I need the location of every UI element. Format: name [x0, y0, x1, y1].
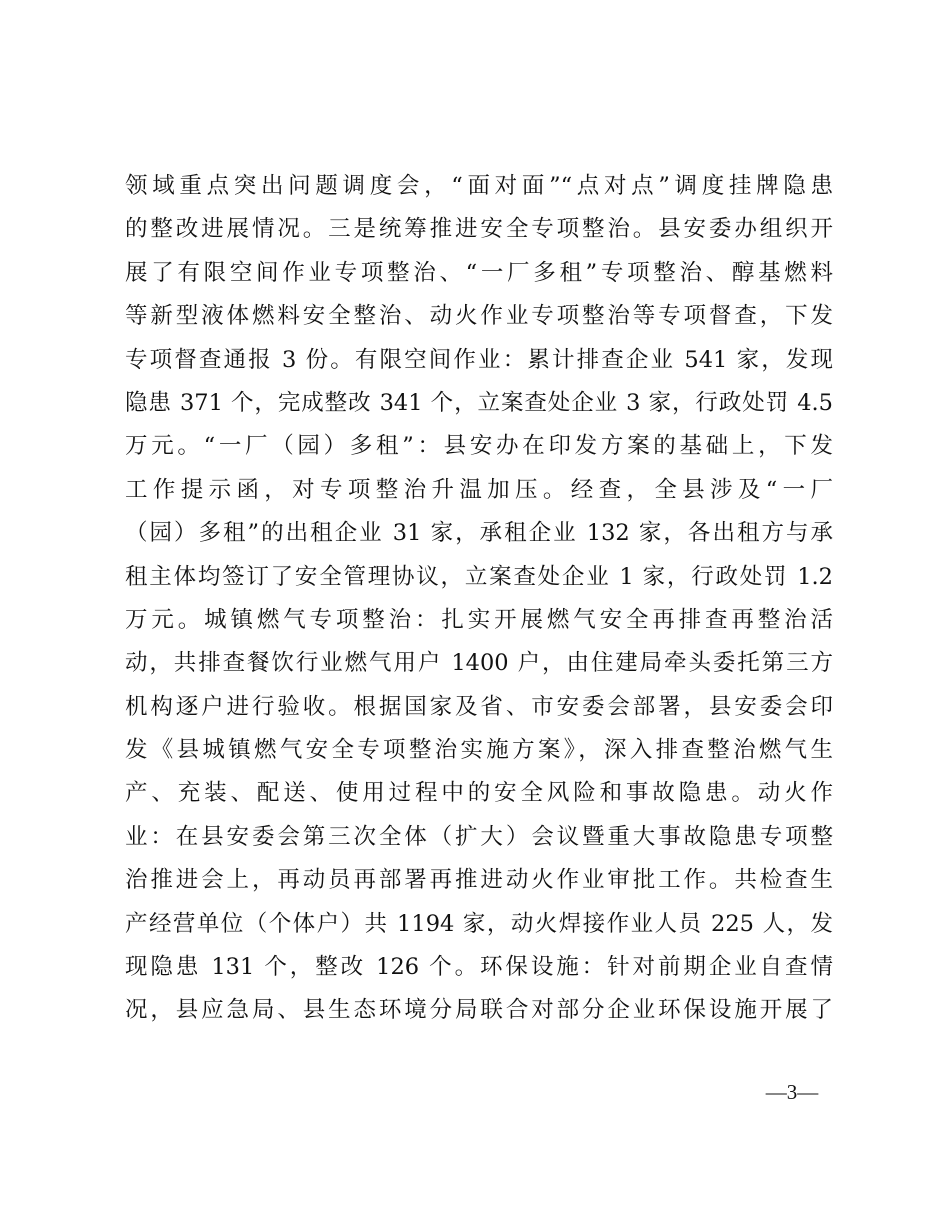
text-line: 况，县应急局、县生态环境分局联合对部分企业环保设施开展了 — [125, 997, 833, 1024]
text-line: 隐患 371 个，完成整改 341 个，立案查处企业 3 家，行政处罚 4.5 — [125, 389, 833, 416]
text-line: 产、充装、配送、使用过程中的安全风险和事故隐患。动火作 — [125, 780, 833, 807]
text-line: 发《县城镇燃气安全专项整治实施方案》，深入排查整治燃气生 — [125, 737, 833, 764]
text-line: 展了有限空间作业专项整治、“一厂多租”专项整治、醇基燃料 — [125, 259, 833, 286]
text-line: 现隐患 131 个，整改 126 个。环保设施：针对前期企业自查情 — [125, 954, 833, 981]
text-line: 万元。城镇燃气专项整治：扎实开展燃气安全再排查再整治活 — [125, 606, 833, 633]
page-number: —3— — [765, 1080, 819, 1104]
text-line: 租主体均签订了安全管理协议，立案查处企业 1 家，行政处罚 1.2 — [125, 563, 833, 590]
text-line: （园）多租”的出租企业 31 家，承租企业 132 家，各出租方与承 — [125, 520, 833, 547]
text-line: 产经营单位（个体户）共 1194 家，动火焊接作业人员 225 人，发 — [125, 910, 833, 937]
text-line: 工作提示函，对专项整治升温加压。经查，全县涉及“一厂 — [125, 476, 833, 503]
body-paragraph — [125, 165, 833, 1033]
text-line: 专项督查通报 3 份。有限空间作业：累计排查企业 541 家，发现 — [125, 346, 833, 373]
text-line: 治推进会上，再动员再部署再推进动火作业审批工作。共检查生 — [125, 867, 833, 894]
text-line: 业：在县安委会第三次全体（扩大）会议暨重大事故隐患专项整 — [125, 823, 833, 850]
text-line: 领域重点突出问题调度会，“面对面”“点对点”调度挂牌隐患 — [125, 173, 833, 199]
text-line: 机构逐户进行验收。根据国家及省、市安委会部署，县安委会印 — [125, 693, 833, 720]
text-line: 万元。“一厂（园）多租”：县安办在印发方案的基础上，下发 — [125, 433, 833, 460]
text-line: 动，共排查餐饮行业燃气用户 1400 户，由住建局牵头委托第三方 — [125, 650, 833, 677]
text-line: 等新型液体燃料安全整治、动火作业专项整治等专项督查，下发 — [125, 303, 833, 330]
text-line: 的整改进展情况。三是统筹推进安全专项整治。县安委办组织开 — [125, 216, 833, 243]
